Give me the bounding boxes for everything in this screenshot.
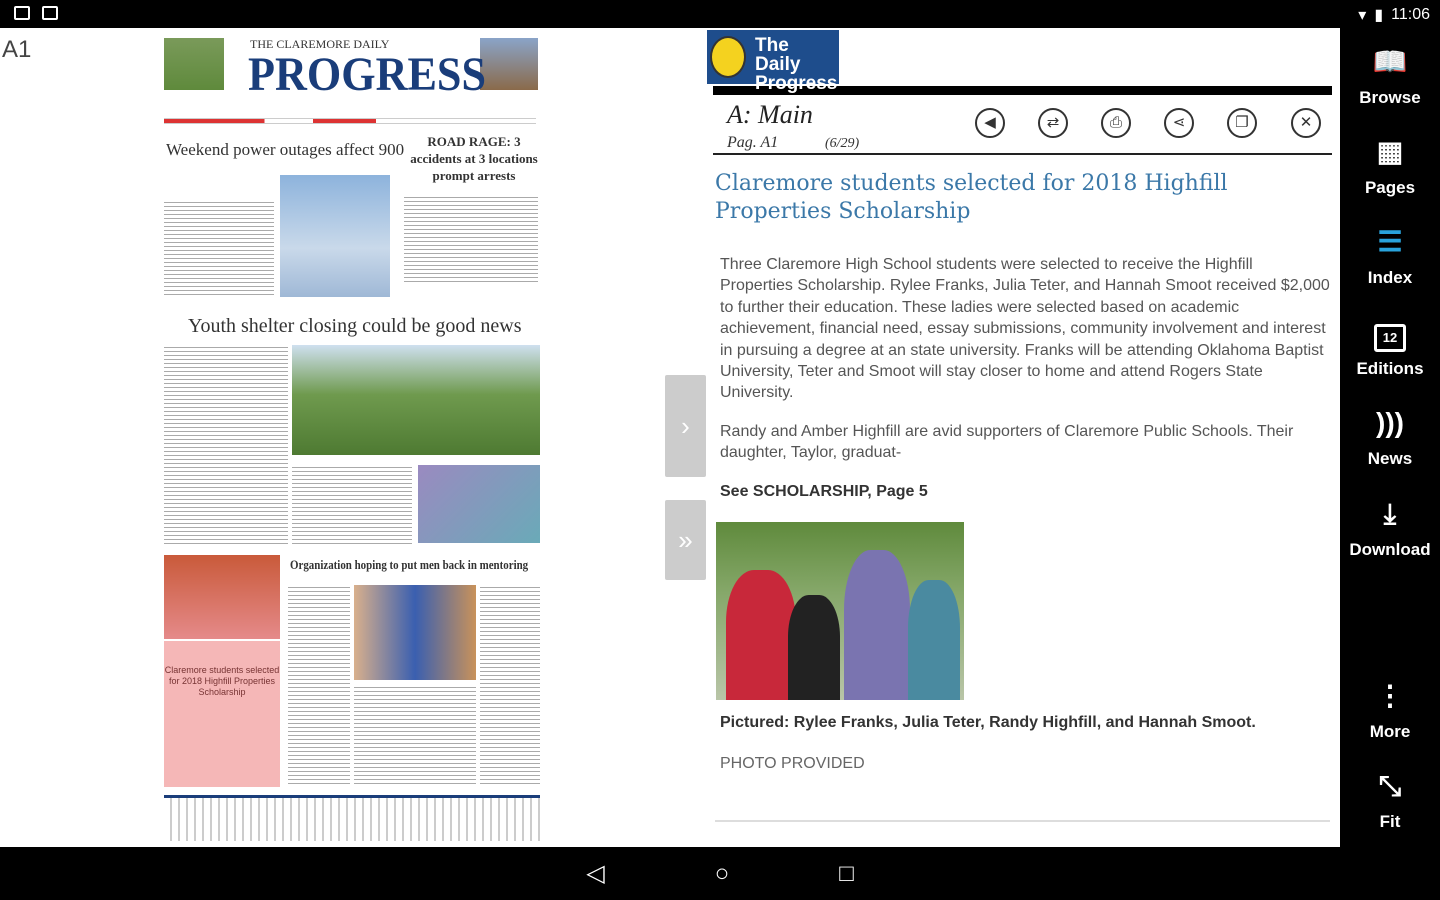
notification-icon [42, 6, 58, 20]
list-icon: ☰ [1377, 226, 1403, 257]
headline[interactable]: Youth shelter closing could be good news [188, 315, 522, 337]
sidebar-item-download[interactable] [1340, 496, 1440, 560]
calendar-day: 12 [1374, 324, 1406, 352]
close-icon[interactable]: ✕ [1291, 108, 1321, 138]
section-name: A: Main [727, 100, 813, 129]
fit-icon: ⤡ [1378, 770, 1402, 801]
sidebar-label: Download [1349, 540, 1431, 559]
sidebar [1340, 28, 1440, 847]
headline[interactable]: Weekend power outages affect 900 [166, 140, 405, 159]
home-icon[interactable]: ○ [714, 859, 730, 887]
masthead-top: THE CLAREMORE DAILY [250, 37, 390, 51]
calendar-icon [1340, 315, 1440, 351]
masthead-title: PROGRESS [248, 48, 487, 101]
article-text [288, 585, 350, 785]
highlighted-article[interactable]: Claremore students selected for 2018 Highfill Properties Scholarship [164, 641, 280, 787]
sidebar-label: News [1367, 449, 1413, 468]
sidebar-label: Editions [1356, 359, 1424, 378]
masthead-photo-right [480, 38, 538, 90]
download-icon: ⤓ [1383, 498, 1397, 529]
article-text [292, 465, 412, 545]
sidebar-item-fit[interactable] [1340, 768, 1440, 832]
headline[interactable]: ROAD RAGE: 3 accidents at 3 locations prompt arrests [410, 134, 538, 183]
highlight-photo [164, 555, 280, 639]
article-photo[interactable] [716, 522, 964, 700]
article-text [480, 585, 540, 785]
sidebar-item-pages[interactable] [1340, 134, 1440, 198]
next-page-button[interactable]: › [665, 375, 706, 477]
back-icon[interactable]: ◁ [586, 860, 605, 887]
page-number: Pag. A1 [727, 134, 779, 151]
sidebar-label: Browse [1359, 88, 1421, 107]
last-page-button[interactable]: » [665, 500, 706, 580]
newspaper-page[interactable] [162, 35, 540, 843]
article-text [164, 345, 288, 545]
navigation-bar [0, 847, 1440, 900]
article-count: (6/29) [825, 136, 860, 151]
page-label: A1 [2, 36, 32, 63]
sidebar-label: Pages [1364, 178, 1416, 197]
see-also-link[interactable]: See SCHOLARSHIP, Page 5 [720, 482, 928, 500]
masthead-photo-left [164, 38, 224, 90]
sidebar-item-more[interactable] [1340, 678, 1440, 742]
book-icon: 📖 [1372, 46, 1408, 77]
copy-icon[interactable]: ❐ [1227, 108, 1257, 138]
translate-icon[interactable]: ⇄ [1038, 108, 1068, 138]
room-photo [418, 465, 540, 543]
sidebar-label: Index [1367, 268, 1413, 287]
recents-icon[interactable]: □ [839, 859, 854, 887]
status-bar [0, 0, 1440, 28]
paragraph: Three Claremore High School students were selected to receive the Highfill Properties Scholarship. Rylee Franks, Julia Teter, and Hannah Smoot received $2,000 to further their education. These ladies were selected based on academic achievement, financial need, essay submissions, community involvement and interest in pursuing a degree at an state university. Franks will be attending Oklahoma Baptist University, Teter and Smoot will stay closer to home and attend Rogers State University. [720, 256, 1330, 402]
photo-caption: Pictured: Rylee Franks, Julia Teter, Randy Highfill, and Hannah Smoot. [720, 714, 1256, 731]
sidebar-item-news[interactable] [1340, 405, 1440, 469]
clock: 11:06 [1391, 6, 1430, 23]
mentor-photo [354, 585, 476, 680]
sidebar-item-index[interactable] [1340, 224, 1440, 288]
print-icon[interactable]: ⎙ [1101, 108, 1131, 138]
logo-mascot-icon [710, 36, 746, 78]
article-panel [705, 28, 1340, 847]
utility-pole-photo [280, 175, 390, 297]
article-text [404, 195, 538, 285]
divider [713, 153, 1332, 155]
paragraph: Randy and Amber Highfill are avid supporters of Claremore Public Schools. Their daughter, Taylor, graduat- [720, 422, 1294, 462]
logo: The Daily Progress [755, 35, 838, 94]
building-photo [292, 345, 540, 455]
notification-icon [14, 6, 30, 20]
more-vert-icon: ⋮ [1376, 680, 1404, 711]
battery-icon: ▮ [1374, 7, 1384, 24]
photo-credit: PHOTO PROVIDED [720, 755, 865, 772]
divider [715, 820, 1330, 822]
article-body [720, 254, 1330, 519]
dateline-rule [164, 118, 536, 124]
grid-icon: ▦ [1376, 136, 1404, 167]
article-text [164, 200, 274, 295]
sidebar-item-editions[interactable] [1340, 315, 1440, 379]
audio-icon[interactable]: ◀ [975, 108, 1005, 138]
article-text [354, 685, 476, 785]
share-icon[interactable]: ⋖ [1164, 108, 1194, 138]
rss-icon: ))) [1376, 407, 1404, 438]
article-title: Claremore students selected for 2018 Highfill Properties Scholarship [715, 171, 1228, 224]
headline[interactable]: Organization hoping to put men back in mentoring [290, 557, 529, 572]
footer-strip [164, 795, 540, 841]
sidebar-label: Fit [1379, 812, 1401, 831]
wifi-icon: ▾ [1358, 7, 1367, 24]
sidebar-label: More [1369, 722, 1411, 741]
sidebar-item-browse[interactable] [1340, 44, 1440, 108]
